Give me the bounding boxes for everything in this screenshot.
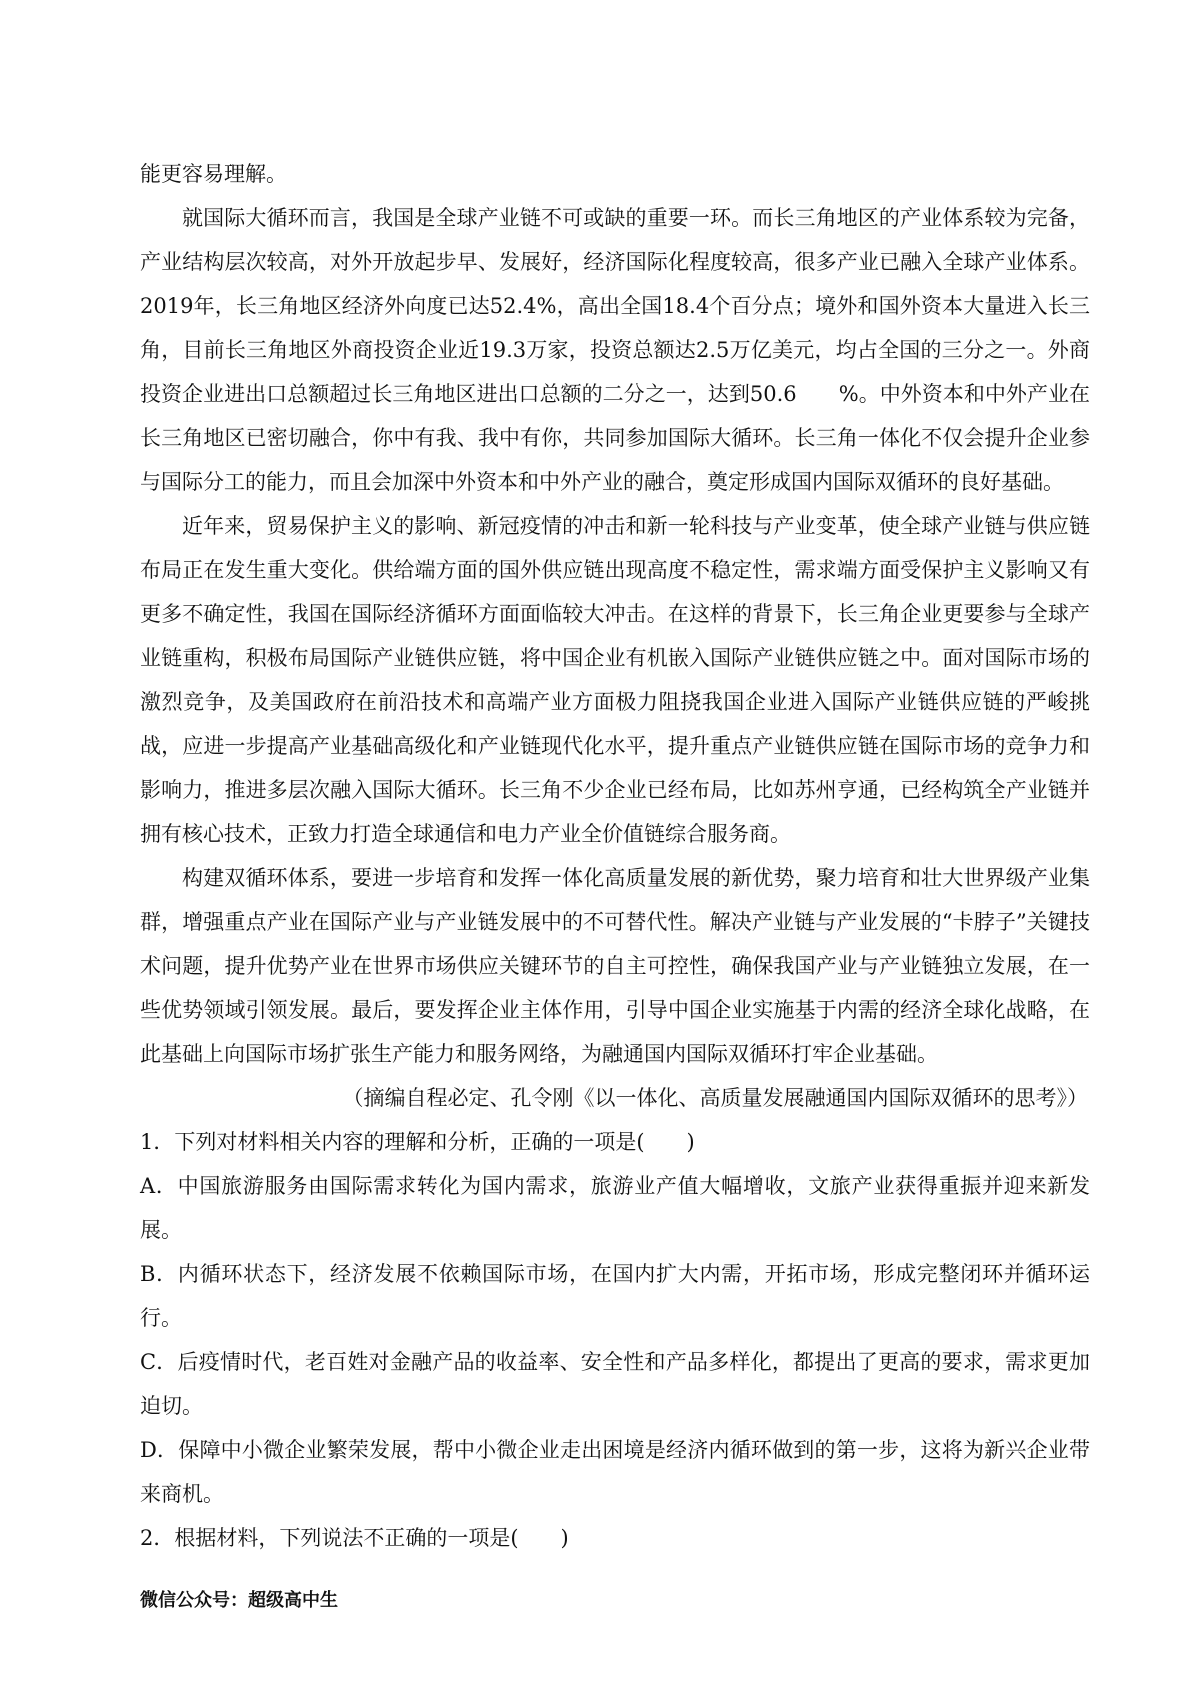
question-1-option-c: C．后疫情时代，老百姓对金融产品的收益率、安全性和产品多样化，都提出了更高的要求，需求更加迫切。 [140, 1350, 1090, 1418]
question-1-option-a: A．中国旅游服务由国际需求转化为国内需求，旅游业产值大幅增收，文旅产业获得重振并迎来新发展。 [140, 1174, 1090, 1242]
paragraph-supply-chain: 近年来，贸易保护主义的影响、新冠疫情的冲击和新一轮科技与产业变革，使全球产业链与供应链布局正在发生重大变化。供给端方面的国外供应链出现高度不稳定性，需求端方面受保护主义影响又有更多不确定性，我国在国际经济循环方面面临较大冲击。在这样的背景下，长三角企业更要参与全球产业链重构，积极布局国际产业链供应链，将中国企业有机嵌入国际产业链供应链之中。面对国际市场的激烈竞争，及美国政府在前沿技术和高端产业方面极力阻挠我国企业进入国际产业链供应链的严峻挑战，应进一步提高产业基础高级化和产业链现代化水平，提升重点产业链供应链在国际市场的竞争力和影响力，推进多层次融入国际大循环。长三角不少企业已经布局，比如苏州亨通，已经构筑全产业链并拥有核心技术，正致力打造全球通信和电力产业全价值链综合服务商。 [140, 514, 1090, 846]
question-2-stem: 2．根据材料，下列说法不正确的一项是( ) [140, 1526, 569, 1550]
question-1-stem: 1．下列对材料相关内容的理解和分析，正确的一项是( ) [140, 1130, 695, 1154]
question-1-option-d: D．保障中小微企业繁荣发展，帮中小微企业走出困境是经济内循环做到的第一步，这将为新兴企业带来商机。 [140, 1438, 1090, 1506]
question-1-option-b: B．内循环状态下，经济发展不依赖国际市场，在国内扩大内需，开拓市场，形成完整闭环并循环运行。 [140, 1262, 1090, 1330]
wechat-footer: 微信公众号：超级高中生 [140, 1590, 338, 1611]
paragraph-dual-cycle: 构建双循环体系，要进一步培育和发挥一体化高质量发展的新优势，聚力培育和壮大世界级产业集群，增强重点产业在国际产业与产业链发展中的不可替代性。解决产业链与产业发展的“卡脖子”关键技术问题，提升优势产业在世界市场供应关键环节的自主可控性，确保我国产业与产业链独立发展，在一些优势领域引领发展。最后，要发挥企业主体作用，引导中国企业实施基于内需的经济全球化战略，在此基础上向国际市场扩张生产能力和服务网络，为融通国内国际双循环打牢企业基础。 [140, 866, 1090, 1066]
source-citation: （摘编自程必定、孔令刚《以一体化、高质量发展融通国内国际双循环的思考》） [342, 1086, 1088, 1110]
paragraph-international-cycle: 就国际大循环而言，我国是全球产业链不可或缺的重要一环。而长三角地区的产业体系较为完备，产业结构层次较高，对外开放起步早、发展好，经济国际化程度较高，很多产业已融入全球产业体系。2019年，长三角地区经济外向度已达52.4%，高出全国18.4个百分点；境外和国外资本大量进入长三角，目前长三角地区外商投资企业近19.3万家，投资总额达2.5万亿美元，均占全国的三分之一。外商投资企业进出口总额超过长三角地区进出口总额的二分之一，达到50.6 %。中外资本和中外产业在长三角地区已密切融合，你中有我、我中有你，共同参加国际大循环。长三角一体化不仅会提升企业参与国际分工的能力，而且会加深中外资本和中外产业的融合，奠定形成国内国际双循环的良好基础。 [140, 206, 1090, 494]
opening-line: 能更容易理解。 [140, 162, 287, 186]
document-body [140, 152, 1090, 1560]
